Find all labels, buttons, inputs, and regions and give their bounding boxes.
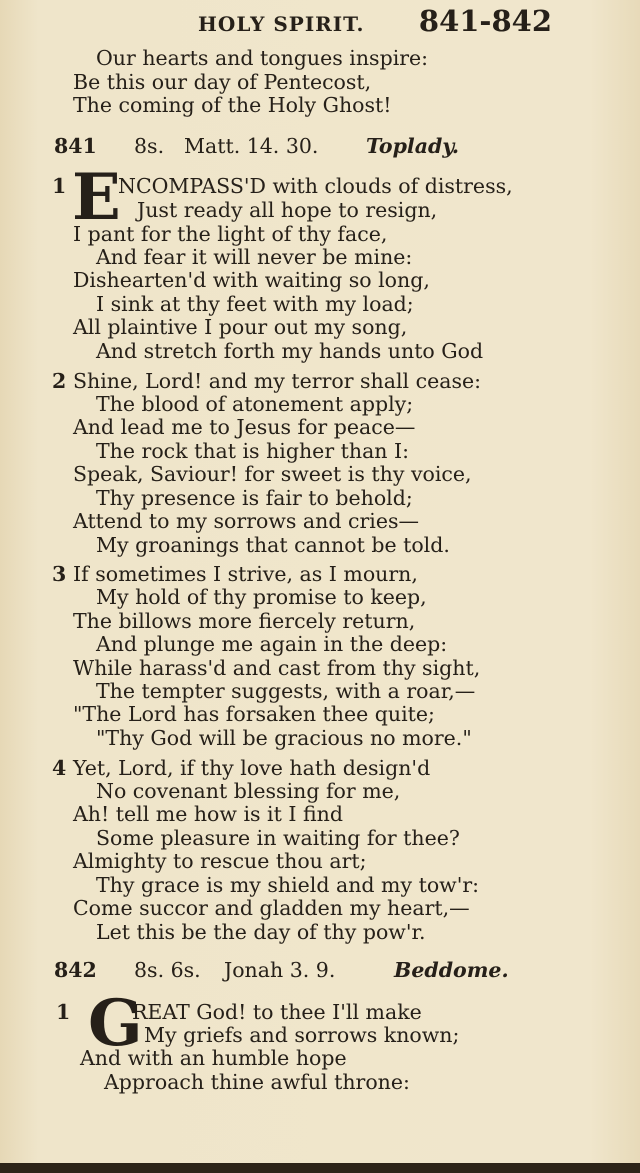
hymn-line: And plunge me again in the deep: bbox=[96, 632, 448, 656]
hymn-line: My hold of thy promise to keep, bbox=[96, 585, 427, 609]
hymn-line: REAT God! to thee I'll make bbox=[132, 1000, 422, 1024]
hymn-line: Thy presence is fair to behold; bbox=[96, 486, 413, 510]
hymn-line: NCOMPASS'D with clouds of distress, bbox=[118, 174, 513, 198]
hymn-line: And stretch forth my hands unto God bbox=[96, 339, 484, 363]
hymn-line: The tempter suggests, with a roar,— bbox=[96, 679, 476, 703]
hymn-line: I sink at thy feet with my load; bbox=[96, 292, 414, 316]
hymn-line: No covenant blessing for me, bbox=[96, 779, 401, 803]
hymn-line: All plaintive I pour out my song, bbox=[73, 315, 408, 339]
hymn-line: I pant for the light of thy face, bbox=[73, 222, 388, 246]
hymn-line: And lead me to Jesus for peace— bbox=[73, 415, 416, 439]
hymn-line: The billows more fiercely return, bbox=[73, 609, 416, 633]
hymn-line: Let this be the day of thy pow'r. bbox=[96, 920, 426, 944]
hymn-number: 842 bbox=[54, 958, 97, 982]
prev-hymn-line: Our hearts and tongues inspire: bbox=[96, 46, 429, 70]
hymn-line: Some pleasure in waiting for thee? bbox=[96, 826, 460, 850]
drop-cap-letter: G bbox=[88, 986, 143, 1061]
hymn-line: And with an humble hope bbox=[80, 1046, 347, 1070]
hymn-line: Just ready all hope to resign, bbox=[137, 198, 438, 222]
hymn-line: Yet, Lord, if thy love hath design'd bbox=[73, 756, 431, 780]
hymn-meter: 8s. bbox=[134, 134, 165, 158]
hymn-line: Speak, Saviour! for sweet is thy voice, bbox=[73, 462, 472, 486]
hymn-line: "Thy God will be gracious no more." bbox=[96, 726, 472, 750]
hymn-line: Thy grace is my shield and my tow'r: bbox=[96, 873, 480, 897]
hymn-scripture-reference: Jonah 3. 9. bbox=[224, 958, 336, 982]
prev-hymn-line: Be this our day of Pentecost, bbox=[73, 70, 372, 94]
hymn-line: And fear it will never be mine: bbox=[96, 245, 413, 269]
page-range: 841-842 bbox=[418, 4, 552, 38]
hymn-number: 841 bbox=[54, 134, 97, 158]
running-header-title: HOLY SPIRIT. bbox=[198, 12, 365, 36]
hymn-line: Ah! tell me how is it I find bbox=[73, 802, 343, 826]
hymn-line: Attend to my sorrows and cries— bbox=[73, 509, 419, 533]
hymn-author: Beddome. bbox=[394, 958, 509, 982]
page-bottom-edge bbox=[0, 1163, 640, 1173]
hymn-line: Approach thine awful throne: bbox=[104, 1070, 410, 1094]
hymn-line: The rock that is higher than I: bbox=[96, 439, 410, 463]
drop-cap-letter: E bbox=[72, 160, 121, 235]
hymn-line: Shine, Lord! and my terror shall cease: bbox=[73, 369, 481, 393]
verse-number: 1 bbox=[52, 174, 67, 198]
hymn-line: My griefs and sorrows known; bbox=[144, 1023, 460, 1047]
hymn-line: The blood of atonement apply; bbox=[96, 392, 414, 416]
hymn-line: While harass'd and cast from thy sight, bbox=[73, 656, 481, 680]
hymn-line: If sometimes I strive, as I mourn, bbox=[73, 562, 418, 586]
verse-number: 4 bbox=[52, 756, 67, 780]
hymn-line: Come succor and gladden my heart,— bbox=[73, 896, 470, 920]
hymn-author: Toplady. bbox=[366, 134, 460, 158]
hymn-meter: 8s. 6s. bbox=[134, 958, 201, 982]
hymn-line: My groanings that cannot be told. bbox=[96, 533, 450, 557]
prev-hymn-line: The coming of the Holy Ghost! bbox=[73, 93, 392, 117]
hymn-line: Dishearten'd with waiting so long, bbox=[73, 268, 430, 292]
hymn-line: "The Lord has forsaken thee quite; bbox=[73, 702, 435, 726]
hymn-scripture-reference: Matt. 14. 30. bbox=[184, 134, 319, 158]
hymn-line: Almighty to rescue thou art; bbox=[73, 849, 367, 873]
verse-number: 1 bbox=[56, 1000, 71, 1024]
verse-number: 2 bbox=[52, 369, 67, 393]
verse-number: 3 bbox=[52, 562, 67, 586]
